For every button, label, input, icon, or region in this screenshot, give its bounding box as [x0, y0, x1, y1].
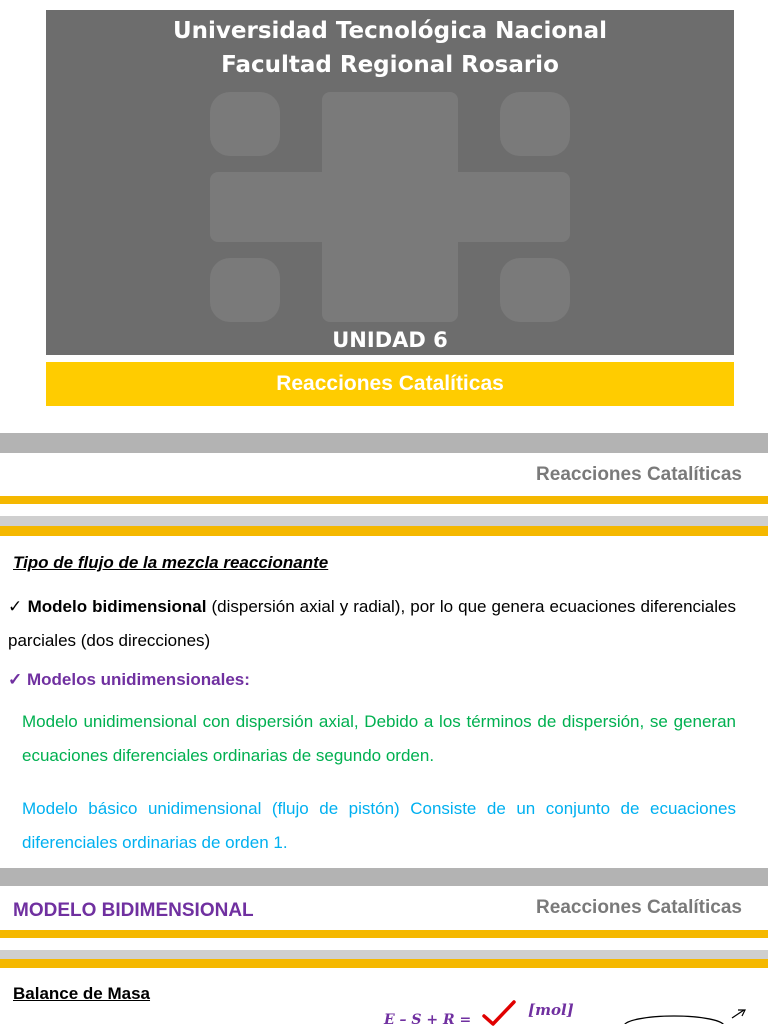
slide2-divider-accent [0, 526, 768, 536]
unit-title: UNIDAD 6 [332, 328, 448, 352]
faculty-name: Facultad Regional Rosario [221, 52, 559, 78]
slide3-divider [0, 950, 768, 959]
bidimensional-item [8, 590, 736, 658]
slide2-accent-bar [0, 496, 768, 504]
flow-type-heading: Tipo de flujo de la mezcla reaccionante [13, 553, 329, 572]
mass-balance-heading: Balance de Masa [13, 984, 151, 1003]
slide2-divider [0, 516, 768, 526]
slide3-top-bar [0, 868, 768, 886]
balance-equation: E – S + R = [384, 1012, 472, 1028]
slide2-top-bar [0, 433, 768, 453]
reactor-sketch-icon [614, 1008, 764, 1024]
model-title: MODELO BIDIMENSIONAL [13, 900, 254, 921]
unidimensional-heading: ✓ Modelos unidimensionales: [8, 670, 250, 689]
plug-flow-text: Modelo básico unidimensional (flujo de pistón) Consiste de un conjunto de ecuaciones diferenciales ordinarias de orden 1. [22, 799, 736, 852]
check-icon: ✓ [8, 597, 23, 616]
axial-dispersion-text: Modelo unidimensional con dispersión axial, Debido a los términos de dispersión, se generan ecuaciones diferenciales ordinarias de segundo orden. [22, 712, 736, 765]
red-check-icon [482, 1000, 516, 1026]
title-panel [46, 10, 734, 355]
slide3-divider-accent [0, 959, 768, 968]
bidimensional-label: Modelo bidimensional [27, 597, 207, 616]
utn-logo [210, 92, 570, 322]
subtitle-bar: Reacciones Catalíticas [46, 362, 734, 406]
bidimensional-description: (dispersión axial y radial), por lo que genera ecuaciones diferenciales parciales (dos direcciones) [8, 597, 736, 650]
slide2-header-title: Reacciones Catalíticas [536, 464, 742, 485]
university-name: Universidad Tecnológica Nacional [172, 18, 607, 44]
slide3-header-title: Reacciones Catalíticas [536, 897, 742, 918]
slide3-accent-bar [0, 930, 768, 938]
mol-unit: [mol] [528, 1001, 574, 1019]
